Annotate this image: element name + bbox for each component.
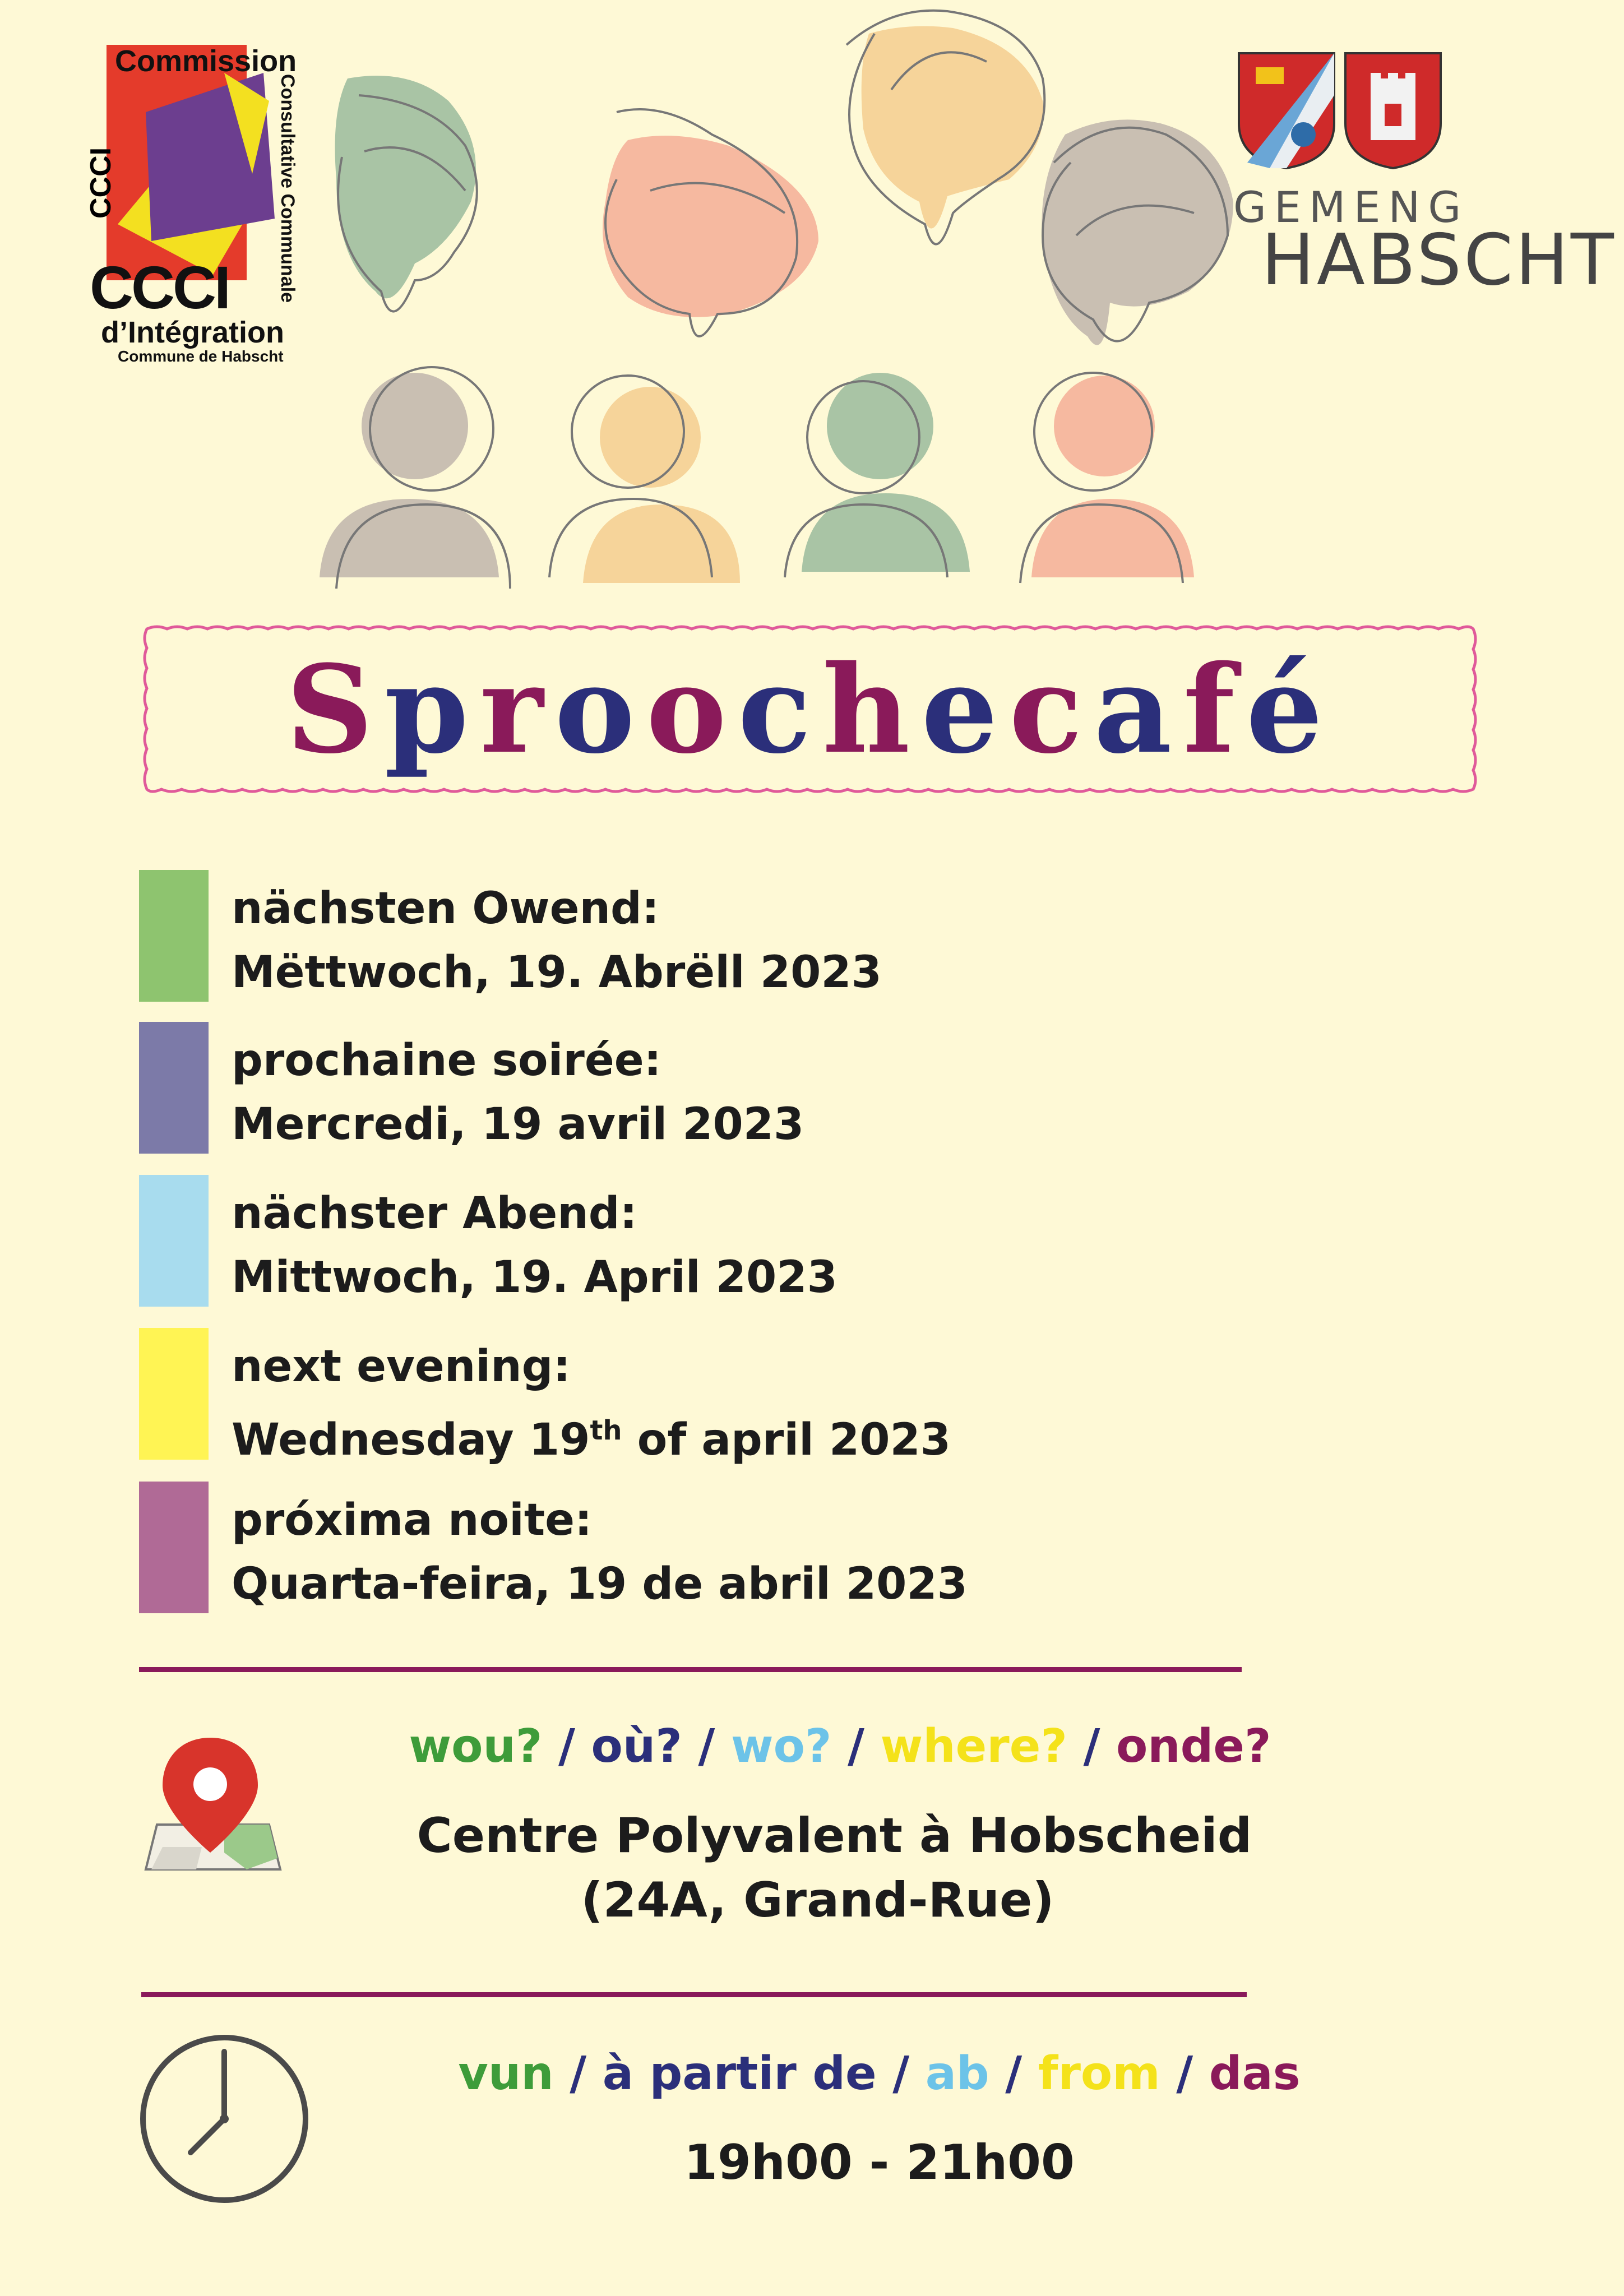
- title-letter: o: [554, 638, 646, 780]
- ccci-logo: [84, 39, 303, 365]
- color-swatch-purple: [139, 1022, 209, 1154]
- ccci-big-text: CCCI: [90, 253, 229, 321]
- title-letter: c: [1009, 638, 1094, 780]
- when-question-line: [0, 2047, 1624, 2100]
- person-icon: [785, 373, 970, 577]
- date-text-de: [232, 1182, 838, 1309]
- person-icon: [1020, 373, 1194, 583]
- date-label-fr: prochaine soirée:: [232, 1035, 661, 1086]
- date-text-lb: [232, 877, 882, 1004]
- speech-bubble-icon: [846, 11, 1044, 244]
- date-value-en-post: of april 2023: [622, 1415, 951, 1465]
- coat-of-arms-icon: [1236, 50, 1460, 174]
- ccci-integration-text: d’Intégration: [101, 316, 284, 349]
- ccci-consultative-label: Consultative Communale: [277, 74, 298, 303]
- divider-top: [139, 1667, 1242, 1672]
- ccci-small-text: [84, 147, 118, 219]
- habscht-gemeng-text: GEMENG: [1233, 182, 1469, 232]
- date-value-en-sup: th: [590, 1415, 622, 1446]
- date-label-pt: próxima noite:: [232, 1495, 593, 1545]
- title-letter: S: [286, 638, 385, 780]
- color-swatch-lightblue: [139, 1175, 209, 1307]
- venue-address: (24A, Grand-Rue): [581, 1872, 1054, 1928]
- page-title: [140, 622, 1480, 796]
- where-word: onde?: [1116, 1720, 1271, 1773]
- title-letter: r: [479, 638, 555, 780]
- venue-name: Centre Polyvalent à Hobscheid: [417, 1808, 1252, 1864]
- title-letter: a: [1094, 638, 1183, 780]
- title-letter: e: [921, 638, 1010, 780]
- title-box: [140, 622, 1480, 796]
- where-separator: /: [542, 1720, 591, 1773]
- when-word: ab: [925, 2047, 989, 2100]
- date-row-fr: [139, 1022, 1372, 1154]
- decorative-illustration: [303, 0, 1256, 605]
- title-letter: p: [384, 638, 480, 780]
- title-letter: o: [646, 638, 738, 780]
- title-letter: é: [1246, 638, 1334, 780]
- color-swatch-mauve: [139, 1482, 209, 1613]
- date-value-en-pre: Wednesday 19: [232, 1415, 590, 1465]
- where-word: wou?: [409, 1720, 543, 1773]
- date-text-fr: [232, 1029, 804, 1156]
- ccci-commune-text: Commune de Habscht: [118, 348, 284, 365]
- speech-bubble-icon: [603, 109, 818, 336]
- date-text-pt: [232, 1488, 968, 1616]
- where-separator: /: [1067, 1720, 1116, 1773]
- title-letter: f: [1183, 638, 1246, 780]
- date-value-lb: Mëttwoch, 19. Abrëll 2023: [232, 947, 882, 998]
- when-separator: /: [989, 2047, 1038, 2100]
- where-word: where?: [880, 1720, 1067, 1773]
- title-letter: h: [822, 638, 922, 780]
- habscht-name-text: HABSCHT: [1261, 219, 1616, 301]
- date-value-pt: Quarta-feira, 19 de abril 2023: [232, 1559, 968, 1609]
- date-row-de: [139, 1175, 1372, 1307]
- ccci-consultative-text: [268, 74, 298, 309]
- date-value-de: Mittwoch, 19. April 2023: [232, 1252, 838, 1303]
- color-swatch-green: [139, 870, 209, 1002]
- where-question-line: [0, 1720, 1624, 1773]
- date-label-en: next evening:: [232, 1341, 571, 1392]
- person-icon: [320, 367, 510, 589]
- when-word: vun: [458, 2047, 554, 2100]
- date-label-de: nächster Abend:: [232, 1188, 637, 1239]
- when-word: from: [1038, 2047, 1160, 2100]
- date-row-lb: [139, 870, 1372, 1002]
- date-text-en: [232, 1335, 951, 1472]
- date-row-en: [139, 1328, 1372, 1465]
- when-word: à partir de: [602, 2047, 877, 2100]
- date-value-en: [232, 1399, 951, 1472]
- time-range: 19h00 - 21h00: [684, 2135, 1075, 2191]
- ccci-commission-text: Commission: [115, 44, 297, 78]
- color-swatch-yellow: [139, 1328, 209, 1460]
- when-word: das: [1209, 2047, 1301, 2100]
- speech-bubble-icon: [1042, 119, 1233, 345]
- when-separator: /: [1160, 2047, 1209, 2100]
- date-row-pt: [139, 1482, 1372, 1613]
- where-word: où?: [591, 1720, 682, 1773]
- speech-bubble-icon: [335, 76, 477, 312]
- where-separator: /: [682, 1720, 731, 1773]
- where-word: wo?: [730, 1720, 832, 1773]
- when-separator: /: [876, 2047, 926, 2100]
- title-letter: c: [738, 638, 822, 780]
- where-separator: /: [831, 1720, 881, 1773]
- date-label-lb: nächsten Owend:: [232, 883, 660, 934]
- divider-bottom: [141, 1992, 1247, 1997]
- when-separator: /: [553, 2047, 603, 2100]
- ccci-small-label: CCCI: [85, 147, 117, 219]
- date-value-fr: Mercredi, 19 avril 2023: [232, 1099, 804, 1150]
- person-icon: [549, 376, 740, 583]
- habscht-logo: [1205, 50, 1616, 301]
